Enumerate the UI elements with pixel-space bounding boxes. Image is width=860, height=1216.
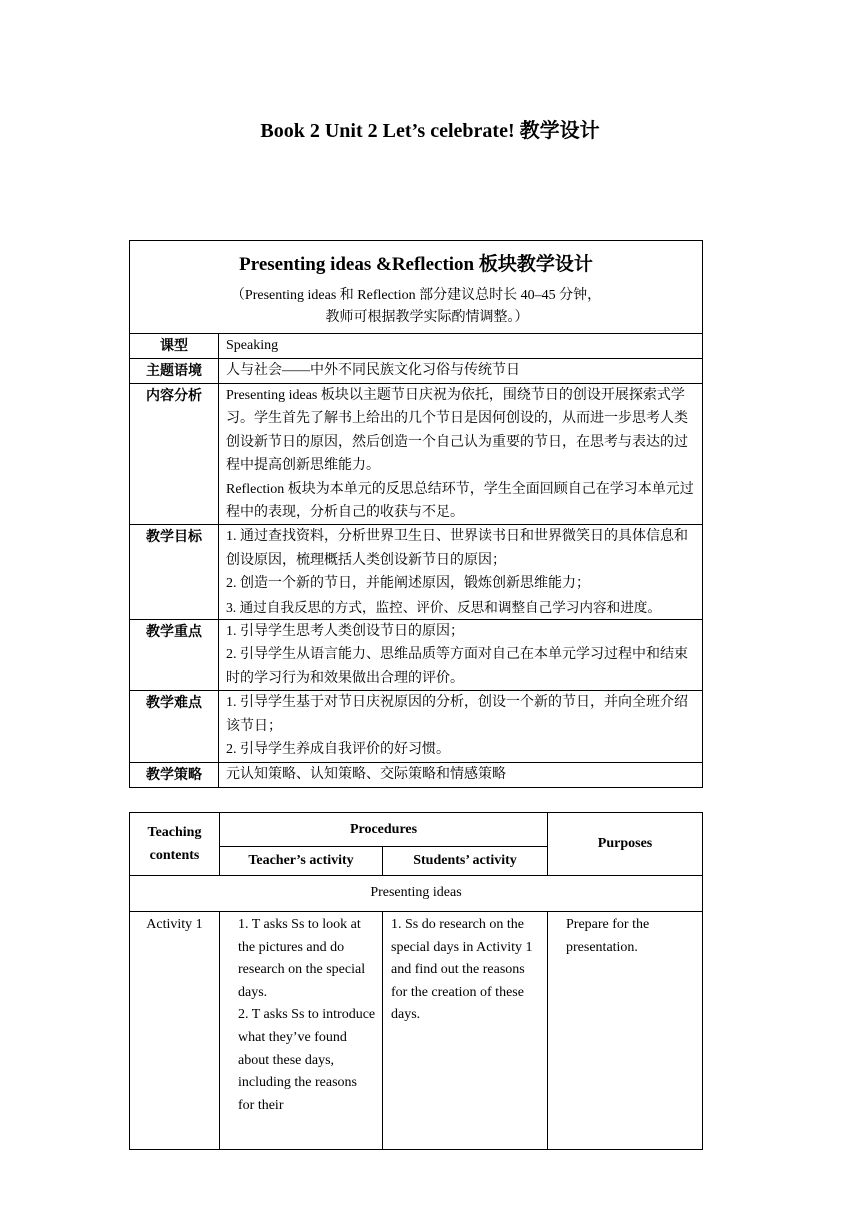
label-lesson-type: 课型 (130, 334, 219, 359)
row-content-analysis (130, 384, 703, 525)
label-key-points: 教学重点 (130, 620, 219, 691)
design-table-heading-cell (130, 241, 703, 334)
activity-name: Activity 1 (130, 912, 220, 1150)
design-table-heading: Presenting ideas &Reflection 板块教学设计 (239, 254, 593, 275)
design-table (129, 240, 703, 788)
value-theme-context: 人与社会——中外不同民族文化习俗与传统节日 (219, 359, 703, 384)
procedure-header-row-1 (130, 813, 703, 847)
header-students-activity: Students’ activity (383, 847, 548, 876)
key-point-2: 2. 引导学生从语言能力、思维品质等方面对自己在本单元学习过程中和结束时的学习行为和效果做出合理的评价。 (226, 647, 688, 686)
activity-purpose: Prepare for the presentation. (548, 912, 703, 1150)
value-difficulties (219, 691, 703, 762)
value-key-points (219, 620, 703, 691)
row-lesson-type (130, 334, 703, 359)
label-theme-context: 主题语境 (130, 359, 219, 384)
header-teaching-contents (130, 813, 220, 876)
document-title: Book 2 Unit 2 Let’s celebrate! 教学设计 (260, 120, 600, 142)
header-purposes: Purposes (548, 813, 703, 876)
objective-1: 1. 通过查找资料，分析世界卫生日、世界读书日和世界微笑日的具体信息和创设原因，梳理概括人类创设新节日的原因； (226, 529, 688, 568)
difficulty-2: 2. 引导学生养成自我评价的好习惯。 (226, 742, 450, 758)
design-table-note-line2: 教师可根据教学实际酌情调整。） (325, 310, 529, 325)
label-teaching-objectives: 教学目标 (130, 525, 219, 620)
row-strategies (130, 762, 703, 787)
header-procedures: Procedures (220, 813, 548, 847)
key-point-1: 1. 引导学生思考人类创设节日的原因； (226, 624, 464, 640)
difficulty-1: 1. 引导学生基于对节日庆祝原因的分析，创设一个新的节日，并向全班介绍该节日； (226, 695, 688, 734)
design-table-heading-row (130, 241, 703, 334)
procedure-table (129, 812, 703, 1150)
design-table-note (136, 285, 696, 329)
section-presenting-ideas: Presenting ideas (130, 876, 703, 912)
value-strategies: 元认知策略、认知策略、交际策略和情感策略 (219, 762, 703, 787)
row-theme-context (130, 359, 703, 384)
label-content-analysis: 内容分析 (130, 384, 219, 525)
row-key-points (130, 620, 703, 691)
objective-3: 3. 通过自我反思的方式，监控、评价、反思和调整自己学习内容和进度。 (226, 599, 661, 615)
objective-2: 2. 创造一个新的节日，并能阐述原因，锻炼创新思维能力； (226, 576, 590, 592)
teacher-activity (220, 912, 383, 1150)
value-lesson-type: Speaking (219, 334, 703, 359)
label-strategies: 教学策略 (130, 762, 219, 787)
content-analysis-para1: Presenting ideas 板块以主题节日庆祝为依托，围绕节日的创设开展探索式学习。学生首先了解书上给出的几个节日是因何创设的，从而进一步思考人类创设新节日的原因，然后创造一个自己认为重要的节日，在思考与表达的过程中提高创新思维能力。 (226, 388, 688, 474)
row-teaching-objectives (130, 525, 703, 620)
students-activity: 1. Ss do research on the special days in Activity 1 and find out the reasons for the creation of these days. (383, 912, 548, 1150)
teacher-step-1: 1. T asks Ss to look at the pictures and do research on the special days. (238, 917, 366, 1000)
value-teaching-objectives (219, 525, 703, 620)
section-row (130, 876, 703, 912)
row-difficulties (130, 691, 703, 762)
content-analysis-para2: Reflection 板块为本单元的反思总结环节，学生全面回顾自己在学习本单元过程中的表现，分析自己的收获与不足。 (226, 481, 694, 521)
label-difficulties: 教学难点 (130, 691, 219, 762)
teacher-step-2: 2. T asks Ss to introduce what they’ve found about these days, including the reasons for their (238, 1007, 376, 1113)
value-content-analysis (219, 384, 703, 525)
activity-row (130, 912, 703, 1150)
header-teaching-contents-text: Teaching contents (147, 825, 202, 863)
header-teacher-activity: Teacher’s activity (220, 847, 383, 876)
design-table-note-line1: （Presenting ideas 和 Reflection 部分建议总时长 40–45 分钟， (230, 288, 602, 303)
